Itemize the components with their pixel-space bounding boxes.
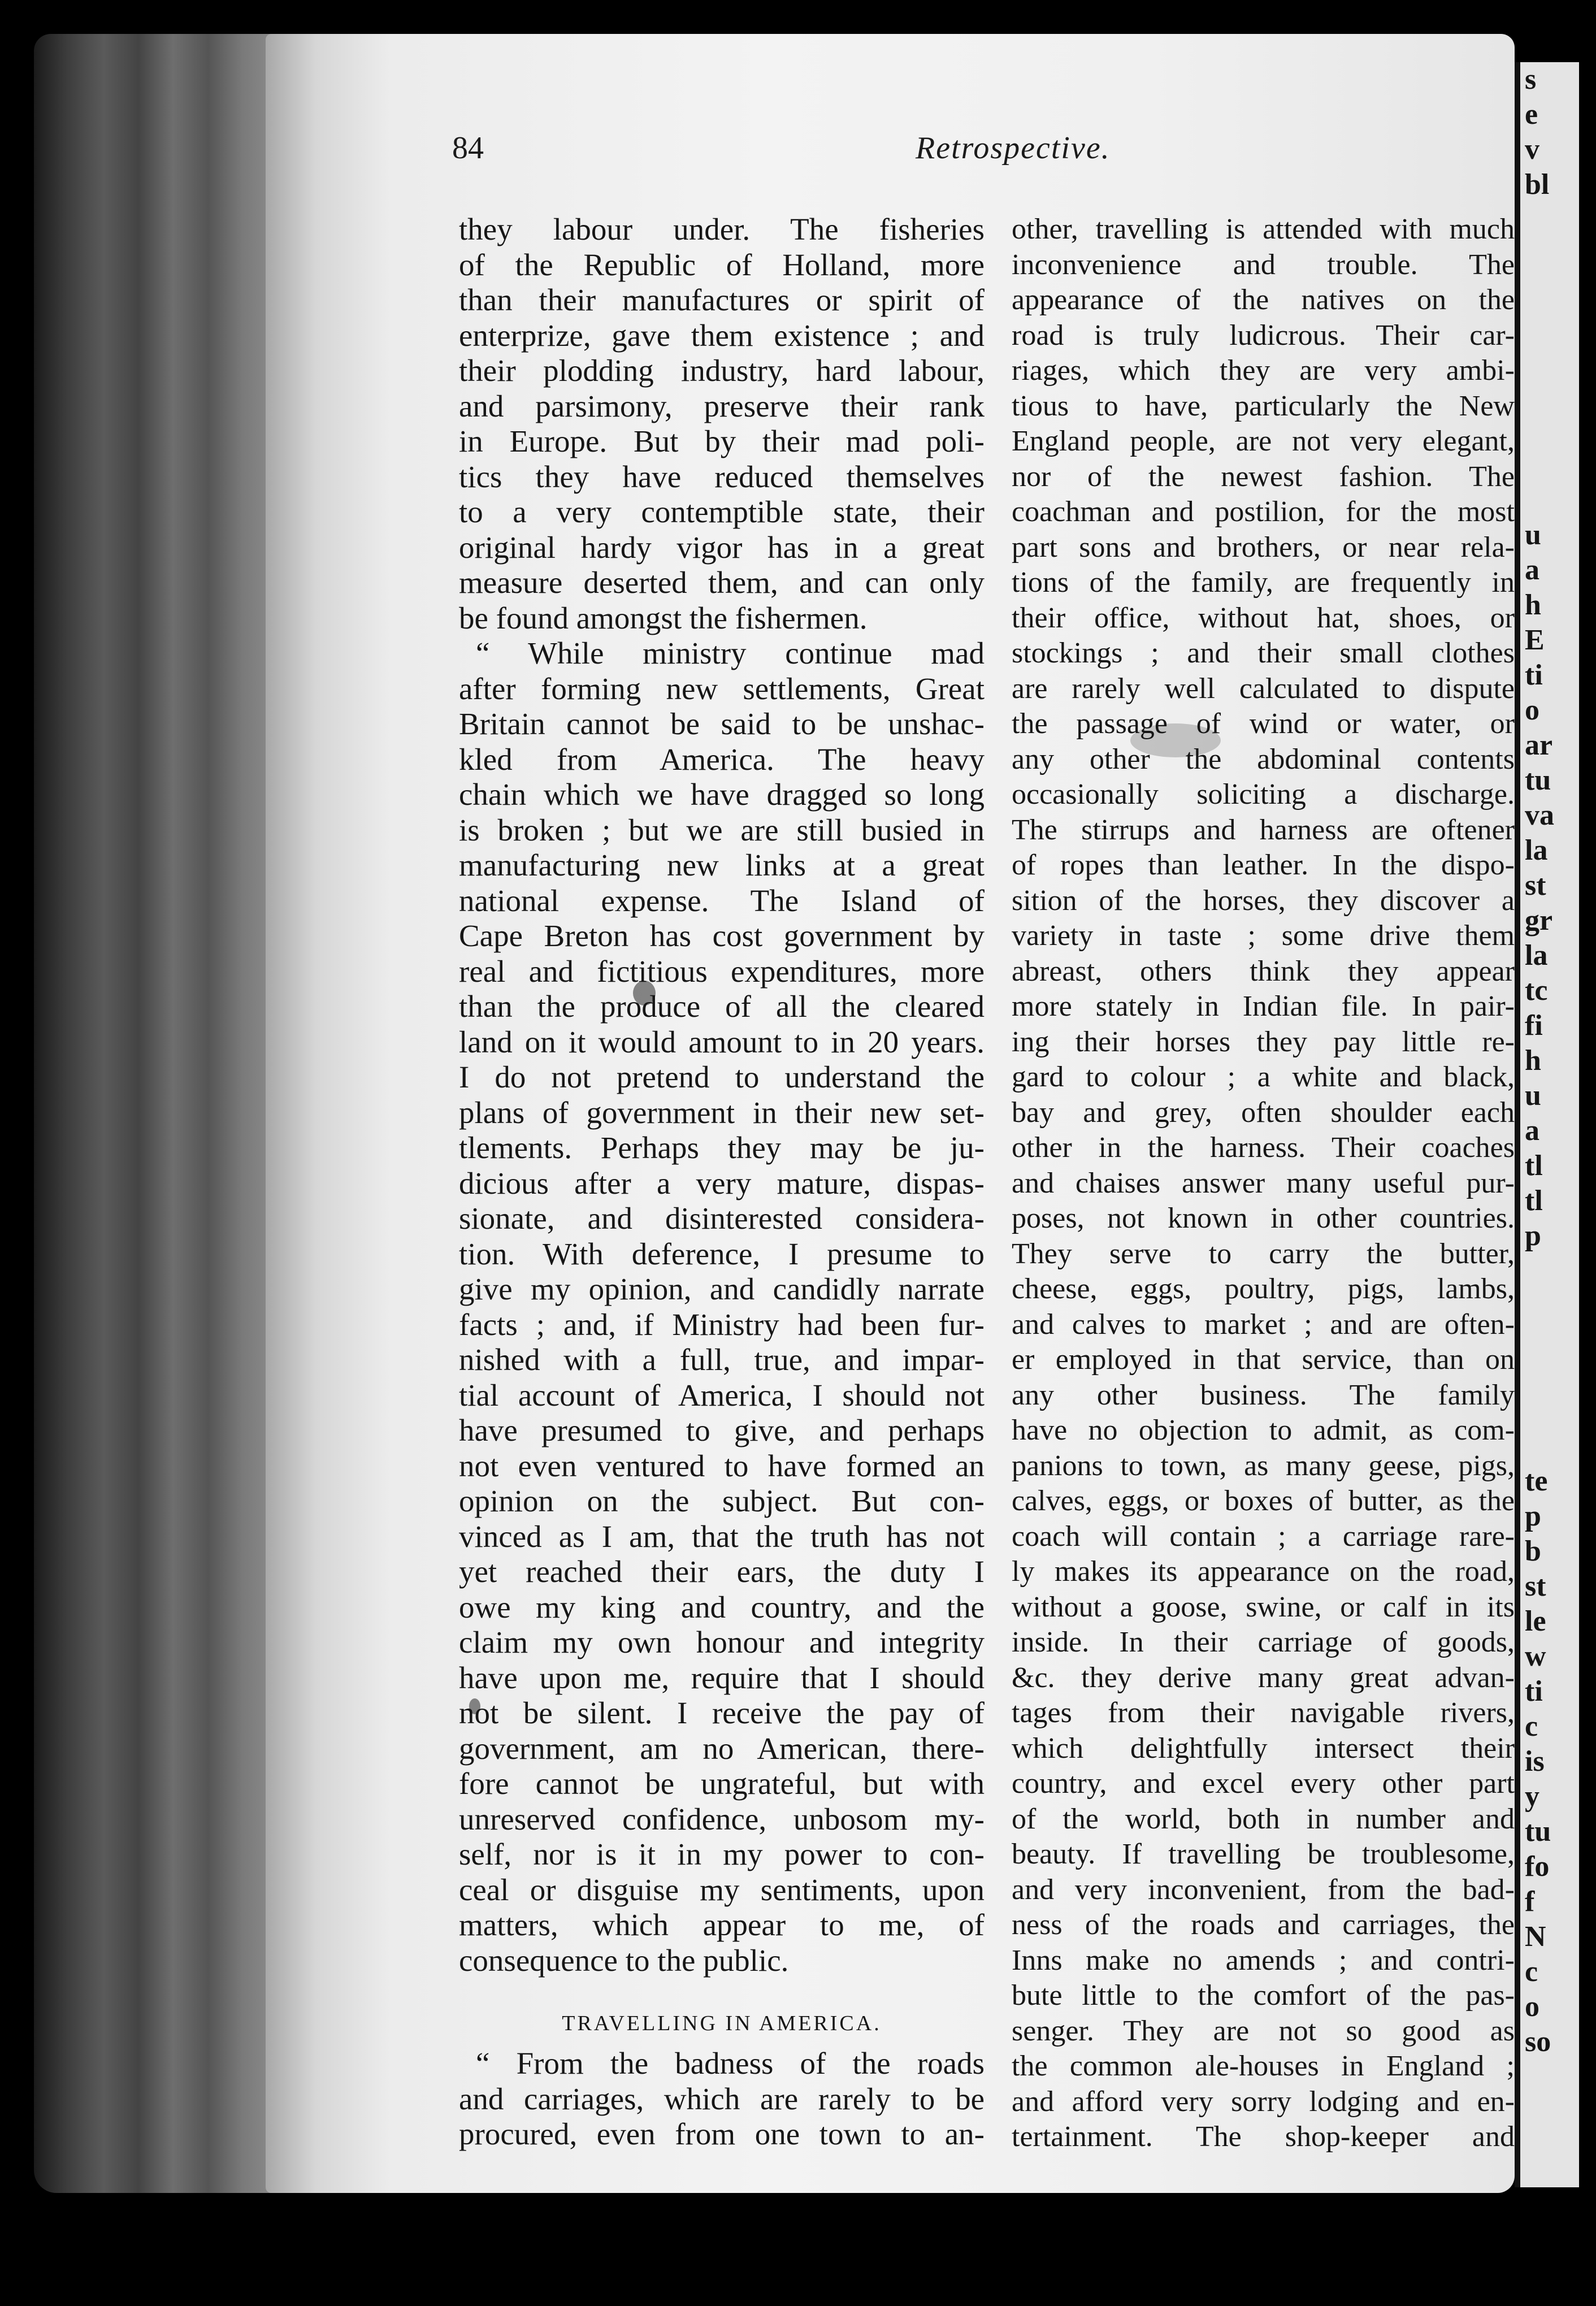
text-line: any other business. The family [1012,1379,1515,1411]
facing-page-fragment: tc [1525,974,1548,1007]
text-line: than the produce of all the cleared [459,989,985,1024]
text-line: tics they have reduced themselves [459,459,985,494]
text-line: dicious after a very mature, dispas- [459,1165,985,1200]
text-line: tion. With deference, I presume to [459,1236,985,1271]
text-line: inside. In their carriage of goods, [1012,1626,1515,1658]
facing-page-fragment [1520,1254,1579,1289]
text-line: kled from America. The heavy [459,742,985,777]
facing-page-fragment [1520,202,1579,237]
text-line: tlements. Perhaps they may be ju- [459,1130,985,1165]
text-line: bay and grey, often shoulder each [1012,1096,1515,1129]
text-line: self, nor is it in my power to con- [459,1837,985,1871]
text-line: measure deserted them, and can only [459,565,985,600]
facing-page-fragment: ar [1525,729,1553,761]
text-line: have presumed to give, and perhaps [459,1413,985,1447]
text-line: and carriages, which are rarely to be [459,2081,985,2116]
text-line: other, travelling is attended with much [1012,213,1515,245]
text-line: of the Republic of Holland, more [459,247,985,282]
text-line: yet reached their ears, the duty I [459,1554,985,1589]
text-line: in Europe. But by their mad poli- [459,424,985,458]
facing-page-fragment: f [1525,1885,1535,1918]
section-heading: TRAVELLING IN AMERICA. [562,2012,882,2035]
text-line: “ From the badness of the roads [476,2046,985,2080]
text-line: which delightfully intersect their [1012,1732,1515,1765]
text-line: to a very contemptible state, their [459,495,985,529]
text-line: I do not pretend to understand the [459,1060,985,1094]
facing-page-fragment: p [1525,1500,1541,1532]
text-line: is broken ; but we are still busied in [459,812,985,847]
text-line: be found amongst the fishermen. [459,600,868,635]
facing-page-fragment [1520,483,1579,518]
text-line: the passage of wind or water, or [1012,708,1515,740]
facing-page-fragment [1520,448,1579,483]
text-line: claim my own honour and integrity [459,1625,985,1659]
text-line: appearance of the natives on the [1012,284,1515,316]
facing-page-fragment: h [1525,589,1541,621]
text-line: ceal or disguise my sentiments, upon [459,1872,985,1907]
facing-page-fragment: o [1525,694,1539,726]
text-line: after forming new settlements, Great [459,671,985,706]
book-spine [34,34,283,2193]
text-line: senger. They are not so good as [1012,2014,1515,2047]
text-line: not be silent. I receive the pay of [459,1696,985,1730]
facing-page-edge [1515,62,1579,2187]
text-line: sionate, and disinterested considera- [459,1201,985,1236]
facing-page-fragment: gr [1525,904,1553,937]
text-line: more stately in Indian file. In pair- [1012,990,1515,1022]
text-line: ness of the roads and carriages, the [1012,1909,1515,1941]
facing-page-fragment: te [1525,1465,1548,1497]
text-line: &c. they derive many great advan- [1012,1661,1515,1694]
facing-page-fragment: s [1525,63,1537,96]
text-line: and parsimony, preserve their rank [459,388,985,423]
facing-page-fragment: o [1525,1991,1539,2023]
text-line: panions to town, as many geese, pigs, [1012,1449,1515,1482]
text-line: of ropes than leather. In the dispo- [1012,849,1515,881]
facing-page-fragment: p [1525,1220,1541,1252]
text-line: land on it would amount to in 20 years. [459,1024,985,1059]
facing-page-fragment: fo [1525,1850,1550,1883]
facing-page-fragment: tu [1525,1815,1551,1848]
text-line: vinced as I am, that the truth has not [459,1519,985,1554]
text-line: inconvenience and trouble. The [1012,248,1515,281]
text-line: stockings ; and their small clothes [1012,637,1515,669]
facing-page-fragment [1520,1359,1579,1394]
text-line: plans of government in their new set- [459,1095,985,1130]
facing-page-fragment [1520,413,1579,448]
facing-page-fragment [1520,1394,1579,1429]
facing-page-fragment: e [1525,98,1538,131]
facing-page-fragment: is [1525,1745,1545,1778]
facing-page-fragment: tl [1525,1150,1543,1182]
text-line: their plodding industry, hard labour, [459,353,985,388]
facing-page-fragment [1520,307,1579,343]
text-line: Cape Breton has cost government by [459,918,985,953]
text-line: part sons and brothers, or near rela- [1012,531,1515,564]
facing-page-fragment: b [1525,1535,1541,1567]
facing-page-fragment: ti [1525,1675,1543,1707]
text-line: other in the harness. Their coaches [1012,1132,1515,1164]
text-line: enterprize, gave them existence ; and [459,318,985,353]
facing-page-fragment: la [1525,834,1548,866]
facing-page-fragment: le [1525,1605,1546,1637]
text-line: England people, are not very elegant, [1012,425,1515,457]
text-line: government, am no American, there- [459,1731,985,1766]
text-line: have no objection to admit, as com- [1012,1414,1515,1446]
text-line: not even ventured to have formed an [459,1448,985,1483]
text-line: are rarely well calculated to dispute [1012,672,1515,705]
facing-page-fragment: y [1525,1780,1539,1813]
text-line: abreast, others think they appear [1012,955,1515,987]
facing-page-fragment: a [1525,554,1539,586]
text-line: real and fictitious expenditures, more [459,953,985,989]
text-line: without a goose, swine, or calf in its [1012,1590,1515,1623]
text-line: than their manufactures or spirit of [459,283,985,317]
text-line: facts ; and, if Ministry had been fur- [459,1307,985,1342]
facing-page-fragment [1520,237,1579,272]
text-line: nor of the newest fashion. The [1012,460,1515,493]
running-header [452,130,1119,181]
text-line: sition of the horses, they discover a [1012,884,1515,917]
text-line: give my opinion, and candidly narrate [459,1272,985,1306]
text-line: original hardy vigor has in a great [459,530,985,565]
text-line: national expense. The Island of [459,883,985,918]
text-line: country, and excel every other part [1012,1767,1515,1800]
facing-page-fragment: N [1525,1921,1546,1953]
text-line: tions of the family, are frequently in [1012,566,1515,599]
text-line: variety in taste ; some drive them [1012,920,1515,952]
facing-page-fragment: st [1525,1570,1546,1602]
text-line: fore cannot be ungrateful, but with [459,1766,985,1801]
text-line: Inns make no amends ; and contri- [1012,1944,1515,1976]
text-line: tertainment. The shop-keeper and [1012,2121,1515,2153]
text-line: cheese, eggs, poultry, pigs, lambs, [1012,1273,1515,1305]
text-line: ing their horses they pay little re- [1012,1025,1515,1058]
text-line: beauty. If travelling be troublesome, [1012,1838,1515,1870]
facing-page-fragment: va [1525,799,1554,831]
text-line: riages, which they are very ambi- [1012,354,1515,387]
facing-page-fragment: fi [1525,1009,1543,1042]
text-line: procured, even from one town to an- [459,2117,985,2151]
facing-page-fragment [1520,1429,1579,1464]
text-line: calves, eggs, or boxes of butter, as the [1012,1485,1515,1517]
running-title: Retrospective. [916,131,1111,166]
facing-page-fragment: tu [1525,764,1551,796]
text-line: gard to colour ; a white and black, [1012,1061,1515,1093]
text-line: tial account of America, I should not [459,1377,985,1412]
text-line: the common ale-houses in England ; [1012,2050,1515,2082]
text-line: unreserved confidence, unbosom my- [459,1801,985,1836]
facing-page-fragment: c [1525,1956,1538,1988]
text-line: coach will contain ; a carriage rare- [1012,1520,1515,1553]
left-text-column [459,212,985,2152]
facing-page-fragment: w [1525,1640,1546,1672]
text-line: chain which we have dragged so long [459,777,985,812]
text-line: They serve to carry the butter, [1012,1237,1515,1270]
text-line: their office, without hat, shoes, or [1012,601,1515,634]
text-line: of the world, both in number and [1012,1802,1515,1835]
text-line: Britain cannot be said to be unshac- [459,706,985,741]
text-line: owe my king and country, and the [459,1589,985,1624]
facing-page-fragment: u [1525,1080,1541,1112]
text-line: any other the abdominal contents [1012,743,1515,775]
text-line: The stirrups and harness are oftener [1012,813,1515,846]
facing-page-fragment: E [1525,624,1545,656]
facing-page-fragment: v [1525,133,1539,166]
text-line: coachman and postilion, for the most [1012,496,1515,528]
facing-page-fragment [1520,378,1579,413]
facing-page-fragment: bl [1525,168,1550,201]
facing-page-fragment: u [1525,519,1541,551]
facing-page-fragment: tl [1525,1185,1543,1217]
text-line: consequence to the public. [459,1943,789,1978]
text-line: manufacturing new links at a great [459,848,985,882]
facing-page-fragment [1520,343,1579,378]
text-line: matters, which appear to me, of [459,1908,985,1942]
text-line: er employed in that service, than on [1012,1343,1515,1376]
facing-page-fragment: a [1525,1115,1539,1147]
facing-page-fragment: h [1525,1044,1541,1077]
text-line: they labour under. The fisheries [459,212,985,246]
facing-page-fragment [1520,1324,1579,1359]
text-line: tious to have, particularly the New [1012,389,1515,422]
text-line: bute little to the comfort of the pas- [1012,1979,1515,2012]
facing-page-fragment [1520,272,1579,307]
text-line: “ While ministry continue mad [476,636,985,670]
facing-page-fragment: ti [1525,659,1543,691]
text-line: opinion on the subject. But con- [459,1484,985,1518]
facing-page-fragment: st [1525,869,1546,901]
page-number: 84 [452,131,484,166]
text-line: and chaises answer many useful pur- [1012,1167,1515,1199]
right-text-column [1012,212,1515,2155]
facing-page-fragment: la [1525,939,1548,972]
text-line: and afford very sorry lodging and en- [1012,2085,1515,2118]
text-line: and calves to market ; and are often- [1012,1308,1515,1341]
text-line: have upon me, require that I should [459,1660,985,1695]
text-line: ly makes its appearance on the road, [1012,1555,1515,1588]
facing-page-fragment [1520,1289,1579,1324]
text-line: tages from their navigable rivers, [1012,1697,1515,1729]
facing-page-fragment: c [1525,1710,1538,1742]
facing-page-fragment: so [1525,2026,1551,2058]
text-line: road is truly ludicrous. Their car- [1012,319,1515,352]
text-line: poses, not known in other countries. [1012,1202,1515,1234]
text-line: occasionally soliciting a discharge. [1012,778,1515,810]
text-line: and very inconvenient, from the bad- [1012,1873,1515,1906]
text-line: nished with a full, true, and impar- [459,1342,985,1377]
